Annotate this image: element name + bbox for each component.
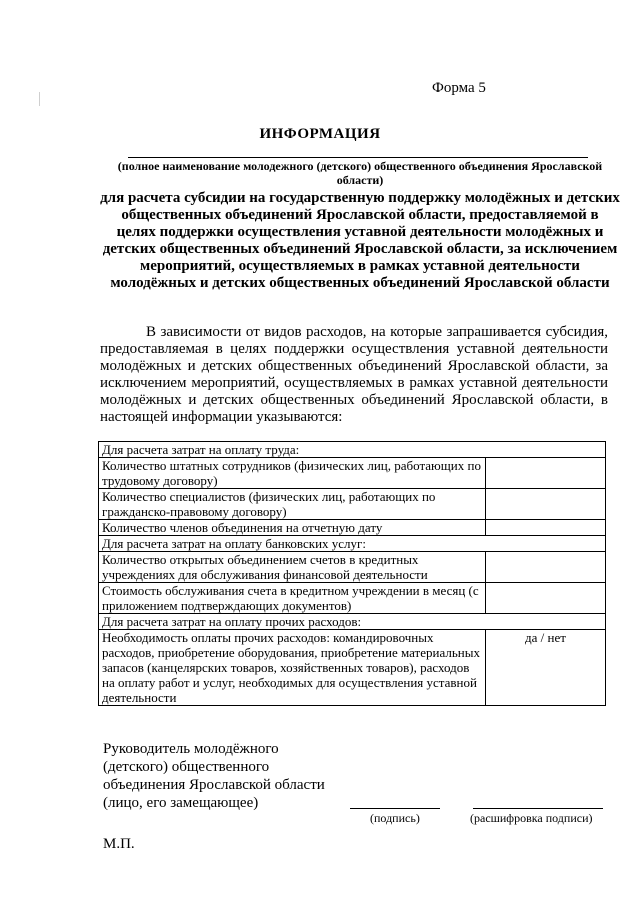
signature-line[interactable] bbox=[350, 808, 440, 809]
signatory-line: Руководитель молодёжного bbox=[103, 741, 279, 757]
table-row bbox=[99, 583, 606, 614]
section-heading-cell: Для расчета затрат на оплату прочих расходов: bbox=[99, 614, 606, 630]
item-description-cell: Количество штатных сотрудников (физических лиц, работающих по трудовому договору) bbox=[99, 458, 486, 489]
table-row bbox=[99, 520, 606, 536]
organization-name-caption: (полное наименование молодежного (детского) общественного объединения Ярославской области) bbox=[117, 159, 603, 187]
left-margin-mark bbox=[39, 92, 40, 106]
item-value-cell[interactable] bbox=[486, 489, 606, 520]
item-description-cell: Стоимость обслуживания счета в кредитном учреждении в месяц (с приложением подтверждающих документов) bbox=[99, 583, 486, 614]
table-row bbox=[99, 458, 606, 489]
item-value-cell[interactable] bbox=[486, 520, 606, 536]
stamp-place: М.П. bbox=[103, 836, 135, 852]
table-section-row bbox=[99, 614, 606, 630]
signatory-title bbox=[103, 740, 325, 812]
item-description-cell: Количество открытых объединением счетов в кредитных учреждениях для обслуживания финансовой деятельности bbox=[99, 552, 486, 583]
signatory-line: (лицо, его замещающее) bbox=[103, 795, 259, 811]
document-title: ИНФОРМАЦИЯ bbox=[259, 126, 381, 142]
table-section-row bbox=[99, 442, 606, 458]
table-section-row bbox=[99, 536, 606, 552]
signatory-line: объединения Ярославской области bbox=[103, 777, 325, 793]
purpose-heading: для расчета субсидии на государственную поддержку молодёжных и детских общественных объединений Ярославской области, предоставляемой в целях поддержки осуществления уставной деятельности молодёжных и детских общественных объединений Ярославской области, за исключением мероприятий, осуществляемых в рамках уставной деятельности молодёжных и детских общественных объединений Ярославской области bbox=[100, 190, 620, 291]
item-value-cell[interactable] bbox=[486, 552, 606, 583]
signature-decode-line[interactable] bbox=[473, 808, 603, 809]
section-heading-cell: Для расчета затрат на оплату труда: bbox=[99, 442, 606, 458]
item-description-cell: Количество членов объединения на отчетную дату bbox=[99, 520, 486, 536]
item-value-cell[interactable]: да / нет bbox=[486, 630, 606, 706]
signature-caption: (подпись) bbox=[370, 811, 420, 825]
section-heading-cell: Для расчета затрат на оплату банковских услуг: bbox=[99, 536, 606, 552]
table-row bbox=[99, 489, 606, 520]
item-value-cell[interactable] bbox=[486, 458, 606, 489]
signatory-line: (детского) общественного bbox=[103, 759, 270, 775]
info-table bbox=[98, 441, 606, 706]
item-description-cell: Необходимость оплаты прочих расходов: командировочных расходов, приобретение оборудования, приобретение материальных запасов (канцелярских товаров, хозяйственных товаров), расходов на оплату работ и услуг, необходимых для осуществления уставной деятельности bbox=[99, 630, 486, 706]
item-value-cell[interactable] bbox=[486, 583, 606, 614]
signature-decode-caption: (расшифровка подписи) bbox=[470, 811, 593, 825]
organization-name-line bbox=[128, 157, 588, 158]
table-row bbox=[99, 552, 606, 583]
form-number: Форма 5 bbox=[432, 80, 486, 96]
item-description-cell: Количество специалистов (физических лиц, работающих по гражданско-правовому договору) bbox=[99, 489, 486, 520]
table-row bbox=[99, 630, 606, 706]
intro-paragraph: В зависимости от видов расходов, на которые запрашивается субсидия, предоставляемая в целях поддержки осуществления уставной деятельности молодёжных и детских общественных объединений Ярославской области, за исключением мероприятий, осуществляемых в рамках уставной деятельности молодёжных и детских общественных объединений Ярославской области, в настоящей информации указываются: bbox=[100, 324, 608, 425]
